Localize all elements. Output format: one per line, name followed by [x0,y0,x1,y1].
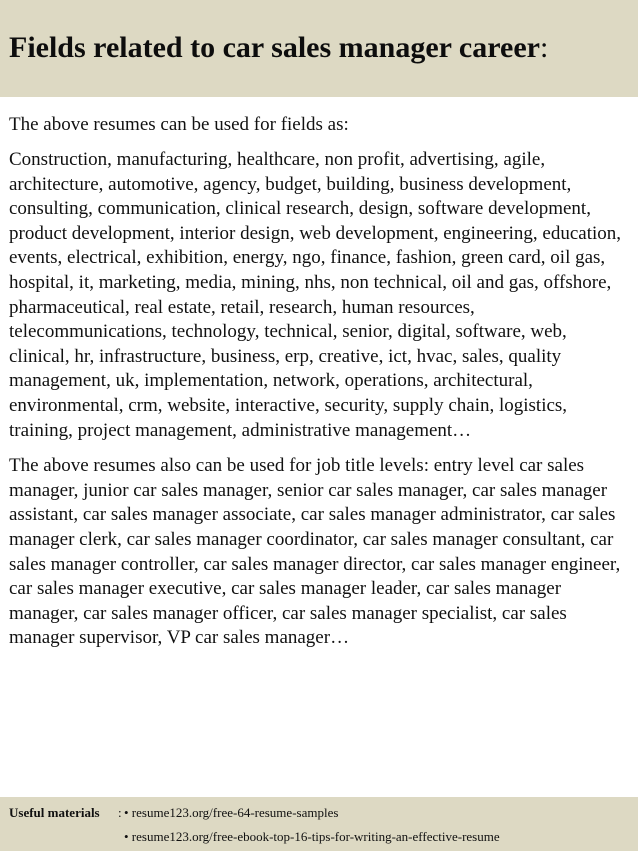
page-title [9,28,548,68]
resource-link-resume-samples[interactable]: • resume123.org/free-64-resume-samples [124,805,339,820]
page-title-colon: : [539,31,549,64]
resource-link-ebook-tips[interactable]: • resume123.org/free-ebook-top-16-tips-for-writing-an-effective-resume [124,829,500,844]
footer-banner [0,797,638,851]
fields-paragraph: Construction, manufacturing, healthcare, non profit, advertising, agile, architecture, automotive, agency, budget, building, business development, consulting, communication, clinical research, design, software development, product development, interior design, web development, engineering, education, events, electrical, exhibition, energy, ngo, finance, fashion, green card, oil gas, hospital, it, marketing, media, mining, nhs, non technical, oil and gas, offshore, pharmaceutical, real estate, retail, research, human resources, telecommunications, technology, technical, senior, digital, software, web, clinical, hr, infrastructure, business, erp, creative, ict, hvac, sales, quality management, uk, implementation, network, operations, architectural, environmental, crm, website, interactive, security, supply chain, logistics, training, project management, administrative management… [9,149,622,441]
title-banner [0,0,638,97]
job-levels-paragraph: The above resumes also can be used for job title levels: entry level car sales manager, junior car sales manager, senior car sales manager, car sales manager assistant, car sales manager associate, car sales manager administrator, car sales manager clerk, car sales manager coordinator, car sales manager consultant, car sales manager controller, car sales manager director, car sales manager engineer, car sales manager executive, car sales manager leader, car sales manager manager, car sales manager officer, car sales manager specialist, car sales manager supervisor, VP car sales manager… [9,455,621,649]
page-title-text: Fields related to car sales manager career [9,31,540,64]
intro-text: The above resumes can be used for fields as: [9,114,349,135]
useful-materials-separator: : [118,805,122,820]
main-content [9,113,631,662]
useful-materials-label: Useful materials [9,805,100,820]
useful-materials-list [124,804,500,848]
